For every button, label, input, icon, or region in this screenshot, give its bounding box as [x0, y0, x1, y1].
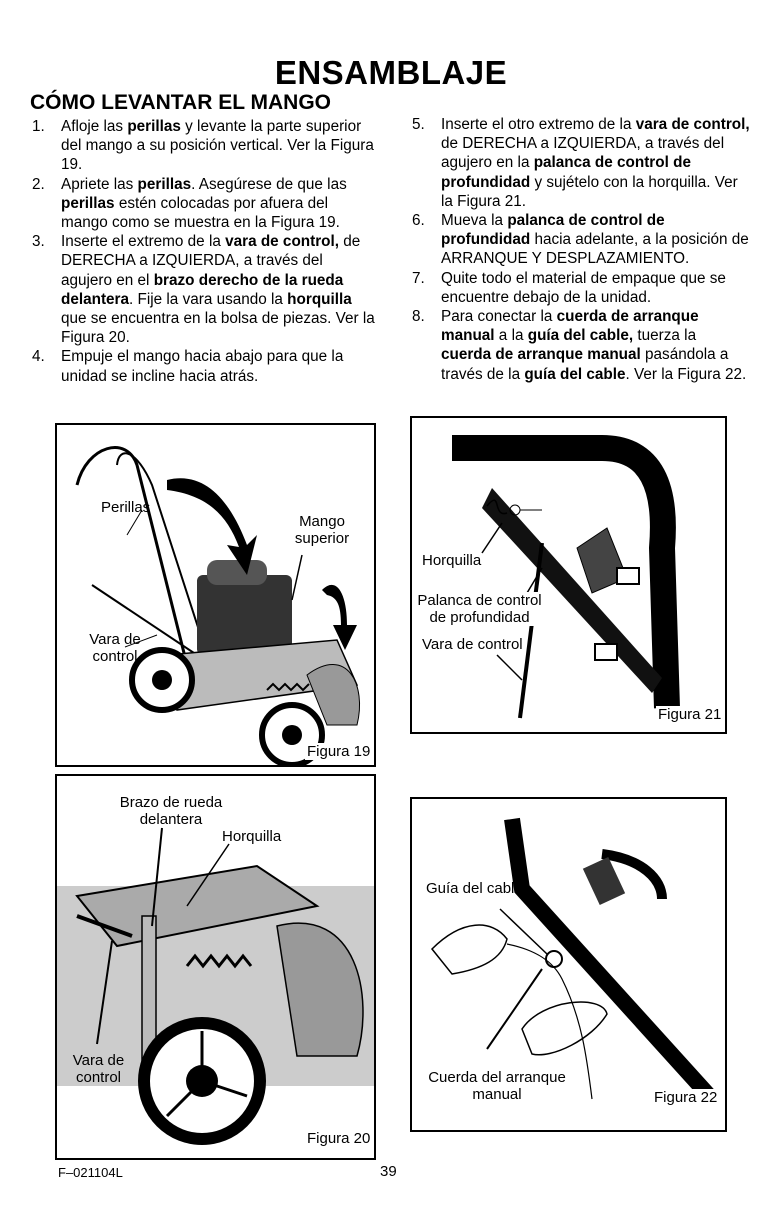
label-starter-rope: Cuerda del arranque manual [428, 1069, 566, 1103]
step-text: Mueva la [441, 212, 508, 230]
step-item [32, 347, 377, 385]
step-term: brazo derecho de la rueda delantera [61, 271, 344, 308]
label-control-rod: Vara de control [89, 631, 141, 665]
step-item [412, 115, 750, 211]
step-text: Quite todo el material de empaque que se encuentre debajo de la unidad. [441, 269, 726, 306]
step-text: Inserte el extremo de la [61, 233, 226, 251]
step-text: . Asegúrese de que las [191, 175, 347, 193]
figure-19-illustration [57, 425, 374, 765]
step-term: palanca de control de profundidad [441, 154, 691, 191]
step-number: 5. [412, 116, 425, 133]
step-text: que se encuentra en la bolsa de piezas. Ver la Figura 20. [61, 310, 375, 347]
figure-20 [55, 774, 376, 1160]
step-item [32, 117, 377, 175]
step-text: estén colocadas por afuera del mango como se muestra en la Figura 19. [61, 194, 340, 232]
label-pin: Horquilla [222, 828, 282, 845]
step-term: horquilla [287, 290, 352, 308]
page-title: ENSAMBLAJE [274, 54, 508, 91]
label-control-rod: Vara de control [72, 1052, 125, 1086]
figure-19-caption: Figura 19 [307, 743, 371, 760]
step-text: Para conectar la [441, 308, 557, 326]
figure-19 [55, 423, 376, 767]
step-text: . Ver la Figura 22. [625, 365, 747, 383]
label-knobs: Perillas [101, 499, 151, 516]
step-term: cuerda de arranque manual [441, 308, 699, 345]
section-title: CÓMO LEVANTAR EL MANGO [30, 91, 331, 114]
document-code: F–021104L [58, 1165, 123, 1180]
step-term: perillas [137, 175, 192, 193]
step-term: cuerda de arranque manual [441, 346, 641, 364]
step-term: vara de control, [225, 233, 340, 251]
step-term: perillas [61, 194, 115, 212]
step-number: 4. [32, 348, 45, 366]
figure-21-caption: Figura 21 [658, 706, 722, 723]
step-text: hacia adelante, a la posición de ARRANQUE Y DESPLAZAMIENTO. [441, 231, 749, 268]
step-text: y levante la parte superior del mango a su posición vertical. Ver la Figura 19. [61, 118, 374, 174]
step-text: y sujételo con la horquilla. Ver la Figura 21. [441, 173, 738, 210]
step-text: de DERECHA a IZQUIERDA, a través del agujero en la [441, 135, 725, 172]
step-text: Apriete las [61, 175, 138, 193]
step-term: guía del cable, [527, 327, 634, 345]
label-depth-lever: Palanca de control de profundidad [412, 592, 547, 626]
step-term: vara de control, [635, 116, 750, 133]
label-upper-handle: Mango superior [294, 513, 350, 547]
step-term: palanca de control de profundidad [441, 212, 665, 249]
step-text: pasándola a través de la [441, 346, 729, 383]
step-number: 8. [412, 308, 425, 326]
figure-20-caption: Figura 20 [307, 1130, 371, 1147]
step-number: 6. [412, 212, 425, 230]
figure-22-caption: Figura 22 [654, 1089, 718, 1106]
label-front-wheel-arm: Brazo de rueda delantera [119, 794, 223, 828]
steps-list-left [32, 117, 377, 386]
step-text: de DERECHA a IZQUIERDA, a través del agujero en el [61, 233, 361, 289]
step-number: 2. [32, 175, 45, 193]
step-number: 3. [32, 233, 45, 251]
step-item [412, 307, 750, 384]
figure-21 [410, 416, 727, 734]
step-item [32, 175, 377, 233]
steps-list-right [412, 115, 750, 384]
label-pin: Horquilla [422, 552, 482, 569]
label-control-rod: Vara de control [422, 636, 523, 653]
label-cable-guide: Guía del cable [426, 880, 523, 897]
step-item [32, 232, 377, 347]
step-item [412, 269, 750, 307]
step-number: 7. [412, 269, 425, 287]
step-number: 1. [32, 118, 45, 135]
page-number: 39 [380, 1163, 397, 1180]
step-text: Inserte el otro extremo de la [441, 116, 636, 133]
step-text: a la [494, 327, 528, 345]
figure-22 [410, 797, 727, 1132]
step-text: Afloje las [61, 118, 128, 135]
step-item [412, 211, 750, 269]
figure-20-illustration [57, 776, 374, 1158]
step-term: guía del cable [524, 365, 626, 383]
step-text: Empuje el mango hacia abajo para que la unidad se incline hacia atrás. [61, 348, 344, 385]
step-text: . Fije la vara usando la [129, 290, 288, 308]
step-term: perillas [127, 118, 181, 135]
figure-21-illustration [412, 418, 725, 732]
step-text: tuerza la [633, 327, 697, 345]
